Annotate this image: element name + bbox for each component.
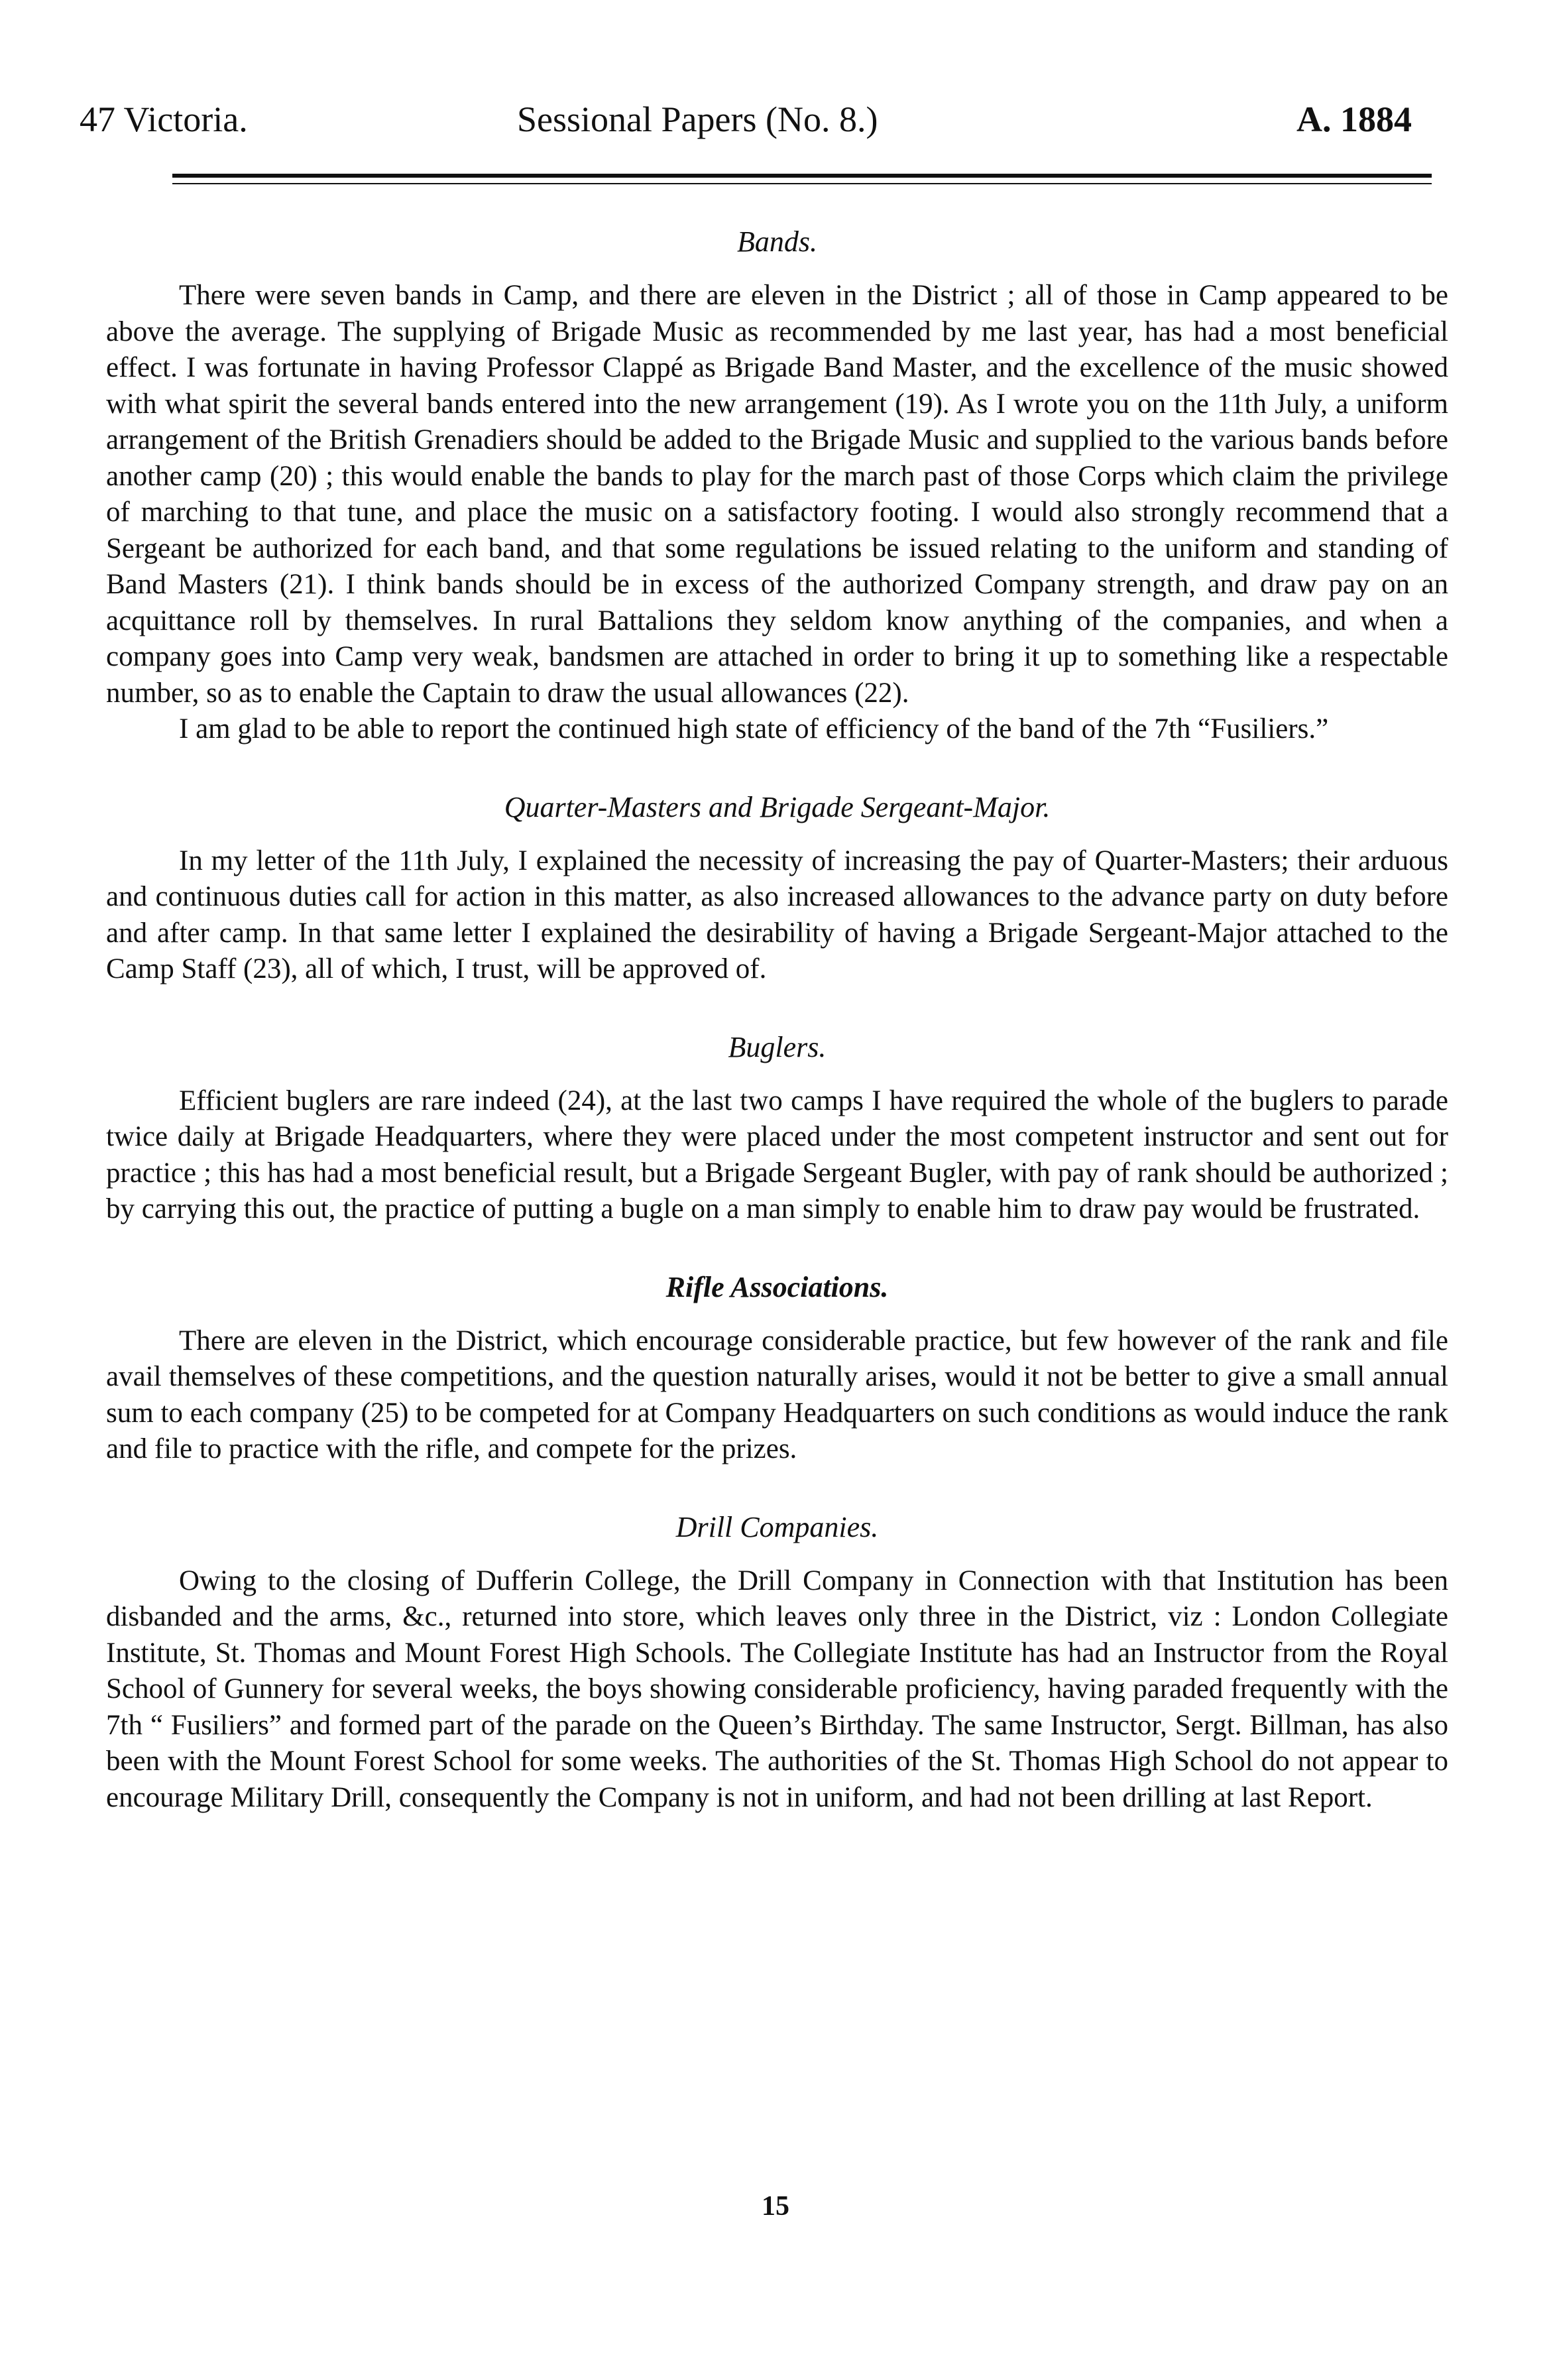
section-rifle-associations	[106, 1268, 1448, 1468]
section-heading: Drill Companies.	[675, 1510, 879, 1543]
section-heading: Rifle Associations.	[665, 1270, 889, 1303]
section-heading: Quarter-Masters and Brigade Sergeant-Major.	[504, 790, 1051, 823]
section-bands	[106, 222, 1448, 748]
paragraph: Efficient buglers are rare indeed (24), at the last two camps I have required the whole of the buglers to parade twice daily at Brigade Headquarters, where they were placed under the most competent instructor and sent out for practice ; this has had a most beneficial result, but a Brigade Sergeant Bugler, with pay of rank should be authorized ; by carrying this out, the practice of putting a bugle on a man simply to enable him to draw pay would be frustrated.	[106, 1085, 1448, 1224]
header-volume: 47 Victoria.	[80, 99, 248, 139]
page-number: 15	[762, 2191, 789, 2222]
running-header	[80, 93, 1412, 146]
paragraph: I am glad to be able to report the continued high state of efficiency of the band of the 7th “Fusiliers.”	[179, 713, 1329, 744]
header-title: Sessional Papers (No. 8.)	[517, 99, 878, 139]
page-body	[106, 222, 1448, 1816]
header-rule-thick	[172, 174, 1432, 178]
paragraph: Owing to the closing of Dufferin College, the Drill Company in Connection with that Institution has been disbanded and the arms, &c., returned into store, which leaves only three in the District, viz : London Collegiate Institute, St. Thomas and Mount Forest High Schools. The Collegiate Institute has had an Instructor from the Royal School of Gunnery for several weeks, the boys showing considerable proficiency, having paraded frequently with the 7th “ Fusiliers” and formed part of the parade on the Queen’s Birthday. The same Instructor, Sergt. Billman, has also been with the Mount Forest School for some weeks. The authorities of the St. Thomas High School do not appear to encourage Military Drill, consequently the Company is not in uniform, and had not been drilling at last Report.	[106, 1565, 1448, 1813]
header-year: A. 1884	[1296, 99, 1412, 139]
header-rule-thin	[172, 183, 1432, 184]
section-buglers	[106, 1028, 1448, 1228]
paragraph: There are eleven in the District, which encourage considerable practice, but few however of the rank and file avail themselves of these competitions, and the question naturally arises, would it not be better to give a small annual sum to each company (25) to be competed for at Company Headquarters on such conditions as would induce the rank and file to practice with the rifle, and compete for the prizes.	[106, 1325, 1448, 1464]
paragraph: There were seven bands in Camp, and there are eleven in the District ; all of those in Camp appeared to be above the average. The supplying of Brigade Music as recommended by me last year, has had a most beneficial effect. I was fortunate in having Professor Clappé as Brigade Band Master, and the excellence of the music showed with what spirit the several bands entered into the new arrangement (19). As I wrote you on the 11th July, a uniform arrangement of the British Grenadiers should be added to the Brigade Music and supplied to the various bands before another camp (20) ; this would enable the bands to play for the march past of those Corps which claim the privilege of marching to that tune, and place the music on a satisfactory footing. I would also strongly recommend that a Sergeant be authorized for each band, and that some regulations be issued relating to the uniform and standing of Band Masters (21). I think bands should be in excess of the authorized Company strength, and draw pay on an acquittance roll by themselves. In rural Battalions they seldom know anything of the companies, and when a company goes into Camp very weak, bandsmen are attached in order to bring it up to something like a respectable number, so as to enable the Captain to draw the usual allowances (22).	[106, 280, 1448, 709]
section-drill-companies	[106, 1508, 1448, 1816]
section-heading: Bands.	[737, 225, 817, 258]
section-quarter-masters	[106, 788, 1448, 988]
paragraph: In my letter of the 11th July, I explained the necessity of increasing the pay of Quarter-Masters; their arduous and continuous duties call for action in this matter, as also increased allowances to the advance party on duty before and after camp. In that same letter I explained the desirability of having a Brigade Sergeant-Major attached to the Camp Staff (23), all of which, I trust, will be approved of.	[106, 845, 1448, 984]
section-heading: Buglers.	[728, 1030, 827, 1063]
